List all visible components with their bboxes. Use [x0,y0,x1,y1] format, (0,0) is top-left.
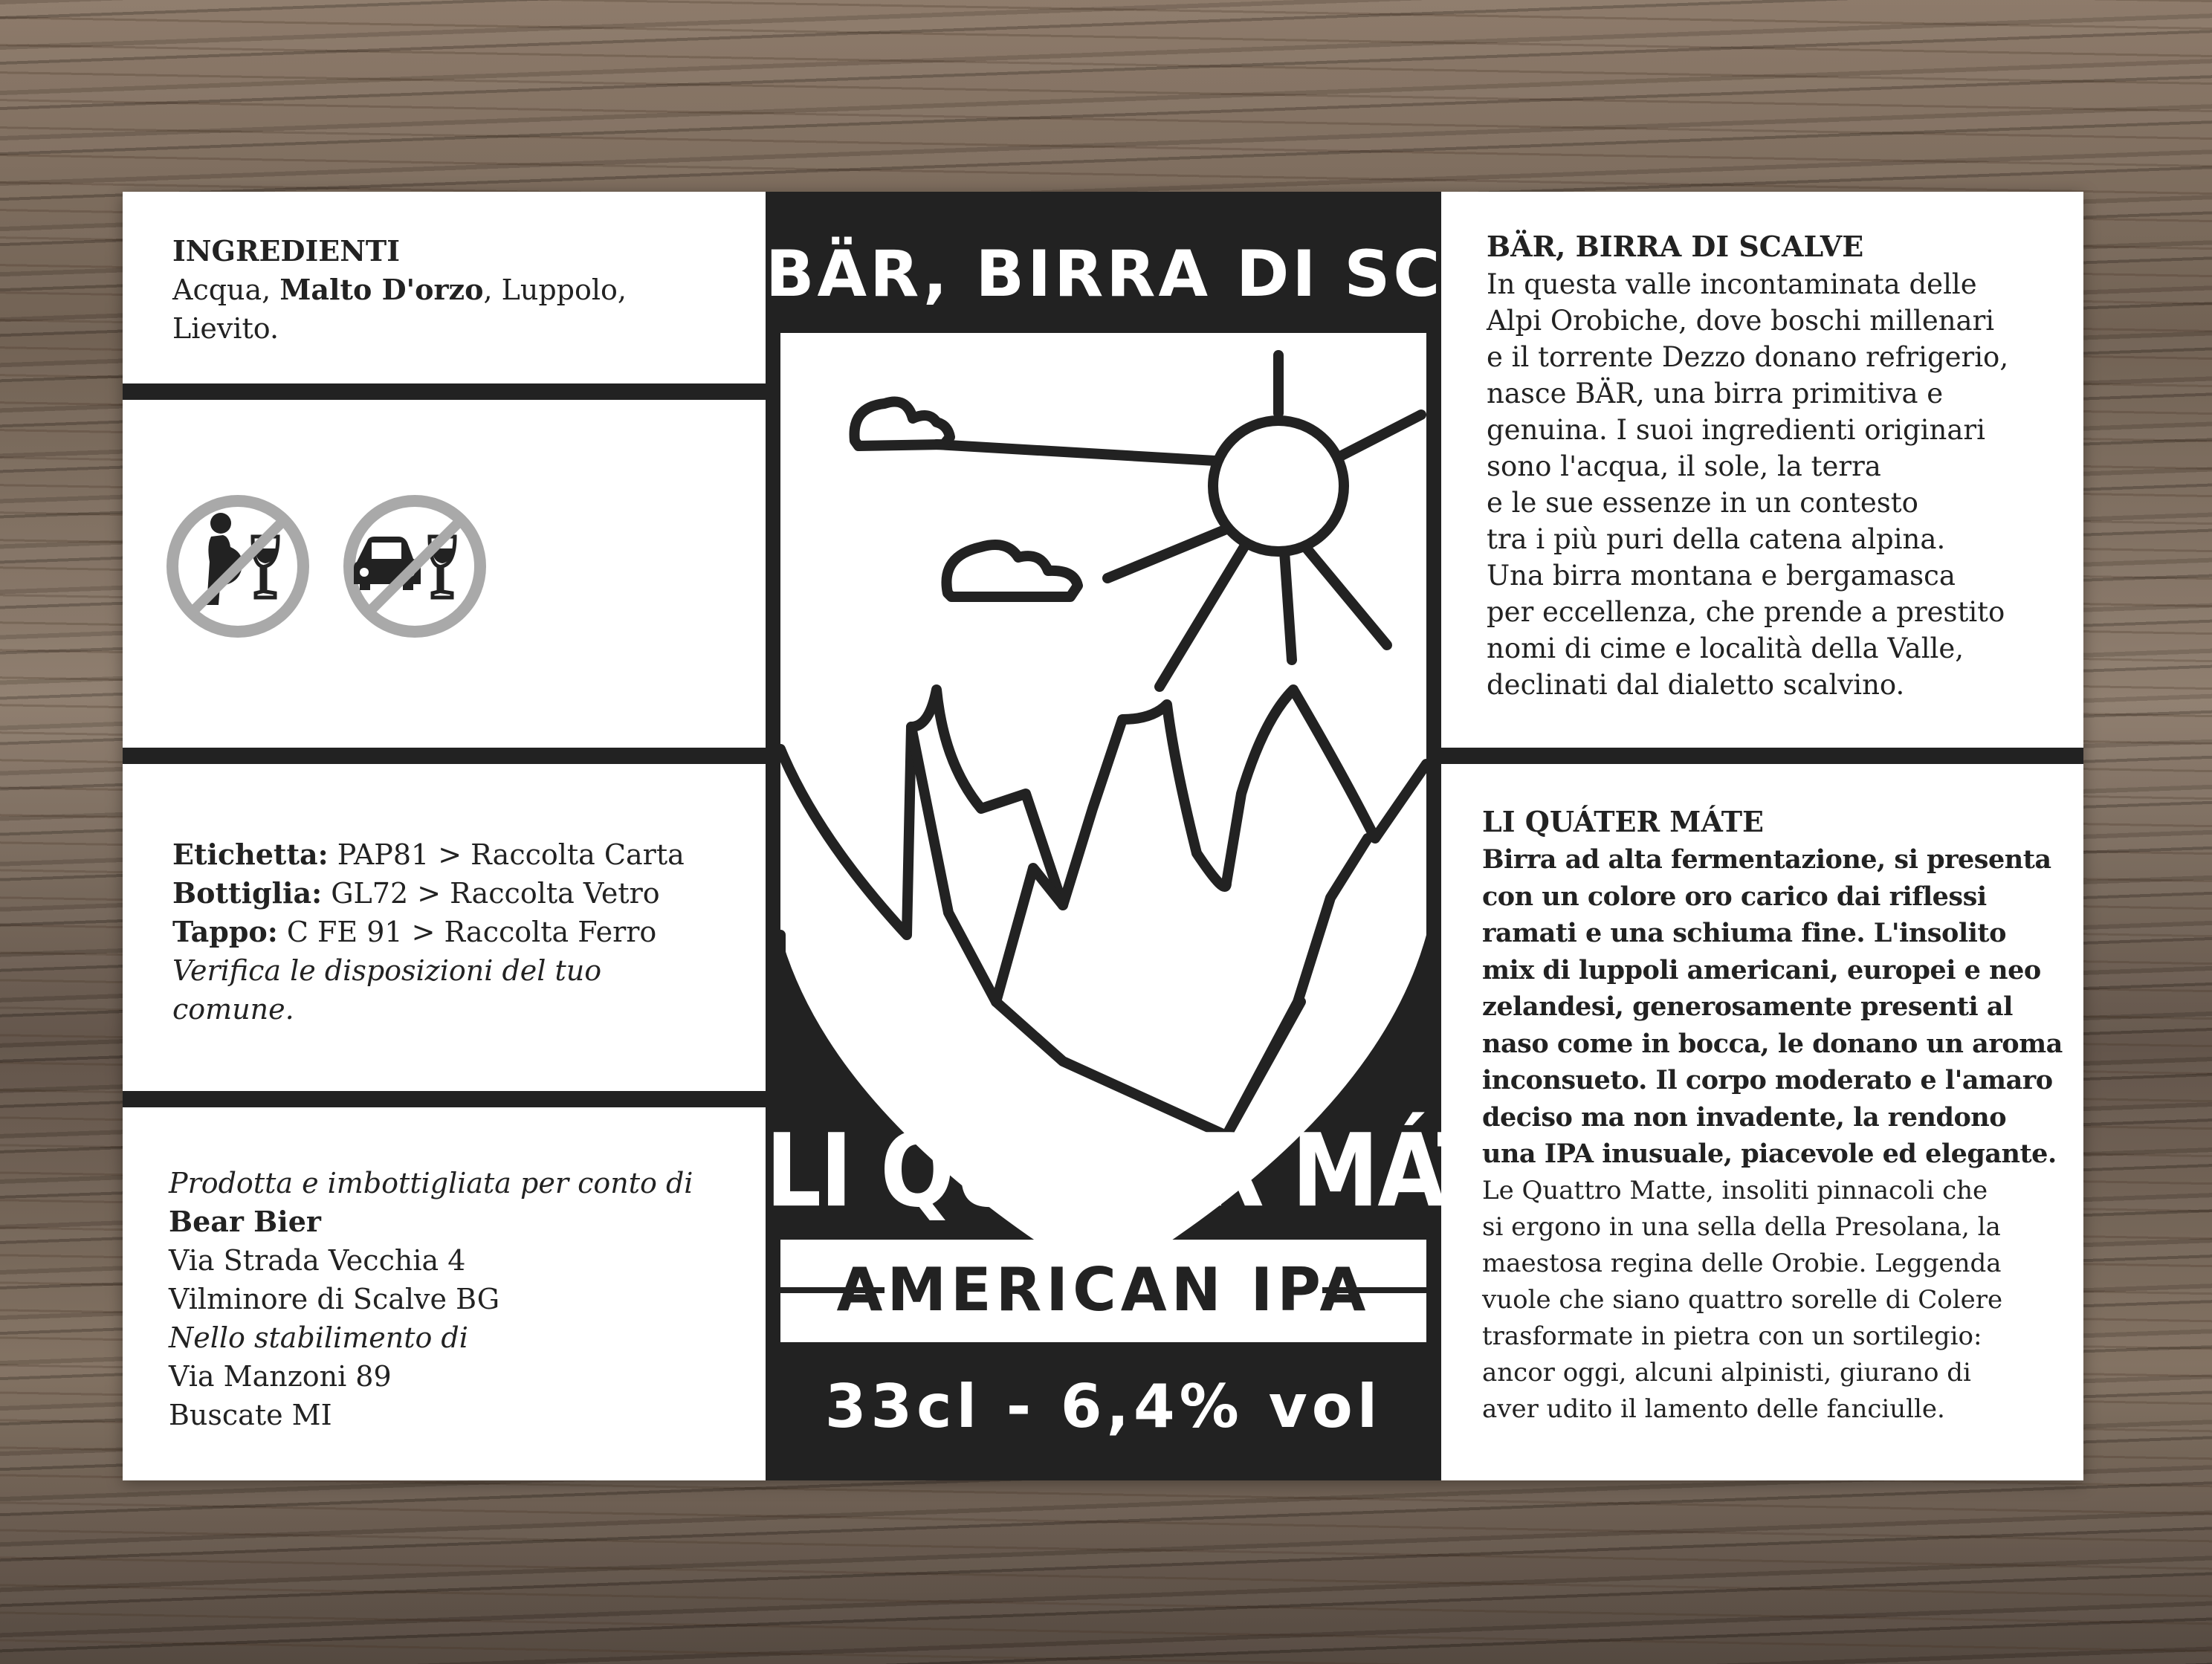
recycle-line-1 [172,835,752,874]
ingredients-malt: Malto D'orzo [279,273,484,306]
story-line: tra i più puri della catena alpina. [1487,523,1946,555]
recycle-label: Etichetta: [172,838,329,871]
recycle-line-2 [172,874,752,913]
story-line: e il torrente Dezzo donano refrigerio, [1487,341,2009,373]
center-panel [766,192,1630,1480]
beer-title: LI QUÁTER MÁTE [1482,805,1764,838]
producer-intro: Prodotta e imbottigliata per conto di [169,1167,693,1200]
beer-bold-line: con un colore oro carico dai riflessi [1482,881,1987,912]
ingredients-text [172,271,737,348]
story-line: nasce BÄR, una birra primitiva e [1487,378,1944,409]
story-line: In questa valle incontaminata delle [1487,268,1977,300]
recycle-note-1: Verifica le disposizioni del tuo [172,954,602,987]
story-line: sono l'acqua, il sole, la terra [1487,450,1881,482]
ingredients-title: INGREDIENTI [172,234,400,268]
beer-bold-line: Birra ad alta fermentazione, si presenta [1482,844,2051,875]
beer-section [1482,803,2069,1428]
volume-abv: 33cl - 6,4% vol [824,1372,1382,1441]
ingredients-pre: Acqua, [172,273,280,306]
story-line: nomi di cime e località della Valle, [1487,632,1964,664]
story-line: genuina. I suoi ingredienti originari [1487,414,1985,446]
beer-bold-line: mix di luppoli americani, europei e neo [1482,954,2041,985]
beer-line: maestosa regina delle Orobie. Leggenda [1482,1248,2002,1278]
story-line: e le sue essenze in un contesto [1487,487,1918,519]
ingredients-post: , Luppolo, Lievito. [172,273,627,345]
ingredients-section [172,232,737,348]
plant-address-2: Buscate MI [169,1399,332,1431]
story-line: Alpi Orobiche, dove boschi millenari [1487,305,1995,337]
right-divider [1441,748,2083,764]
producer-name: Bear Bier [169,1205,321,1238]
beer-bold-line: deciso ma non invadente, la rendono [1482,1101,2007,1133]
no-pregnant-drinking-icon [165,493,311,639]
beer-line: aver udito il lamento delle fanciulle. [1482,1393,1945,1424]
beer-bold-line: ramati e una schiuma fine. L'insolito [1482,918,2006,948]
beer-style: AMERICAN IPA [836,1255,1371,1324]
recycle-label: Bottiglia: [172,876,323,910]
producer-section [169,1164,756,1434]
plant-intro: Nello stabilimento di [169,1321,468,1354]
recycle-label: Tappo: [172,915,278,948]
recycle-value: C FE 91 > Raccolta Ferro [277,916,657,948]
recycling-section [172,835,752,1029]
story-section [1487,227,2066,703]
beer-line: ancor oggi, alcuni alpinisti, giurano di [1482,1357,1971,1388]
story-line: Una birra montana e bergamasca [1487,560,1956,592]
beer-line: si ergono in una sella della Presolana, la [1482,1211,2001,1242]
producer-address-1: Via Strada Vecchia 4 [169,1244,466,1277]
left-divider-1 [123,383,766,400]
beer-line: trasformate in pietra con un sortilegio: [1482,1321,1982,1351]
left-divider-2 [123,748,766,764]
brand-title: BÄR, BIRRA DI SCALVE [766,237,1630,311]
beer-line: vuole che siano quattro sorelle di Colere [1482,1284,2003,1315]
beer-bold-line: inconsueto. Il corpo moderato e l'amaro [1482,1065,2053,1095]
story-title: BÄR, BIRRA DI SCALVE [1487,230,1864,263]
beer-name: LI QUÁTER MÁTE [766,1111,1554,1230]
producer-address-2: Vilminore di Scalve BG [169,1283,500,1315]
beer-line: Le Quattro Matte, insoliti pinnacoli che [1482,1175,1988,1205]
story-line: declinati dal dialetto scalvino. [1487,669,1905,701]
story-line: per eccellenza, che prende a prestito [1487,596,2005,628]
recycle-value: PAP81 > Raccolta Carta [328,838,685,871]
left-divider-3 [123,1091,766,1107]
beer-bold-line: una IPA inusuale, piacevole ed elegante. [1482,1139,2057,1169]
plant-address-1: Via Manzoni 89 [169,1360,392,1393]
recycle-note-2: comune. [172,993,294,1026]
recycle-line-3 [172,913,752,951]
beer-bold-line: zelandesi, generosamente presenti al [1482,991,2013,1022]
recycle-value: GL72 > Raccolta Vetro [322,877,660,910]
no-drink-driving-icon [342,493,488,639]
beer-bold-line: naso come in bocca, le donano un aroma [1482,1028,2063,1059]
